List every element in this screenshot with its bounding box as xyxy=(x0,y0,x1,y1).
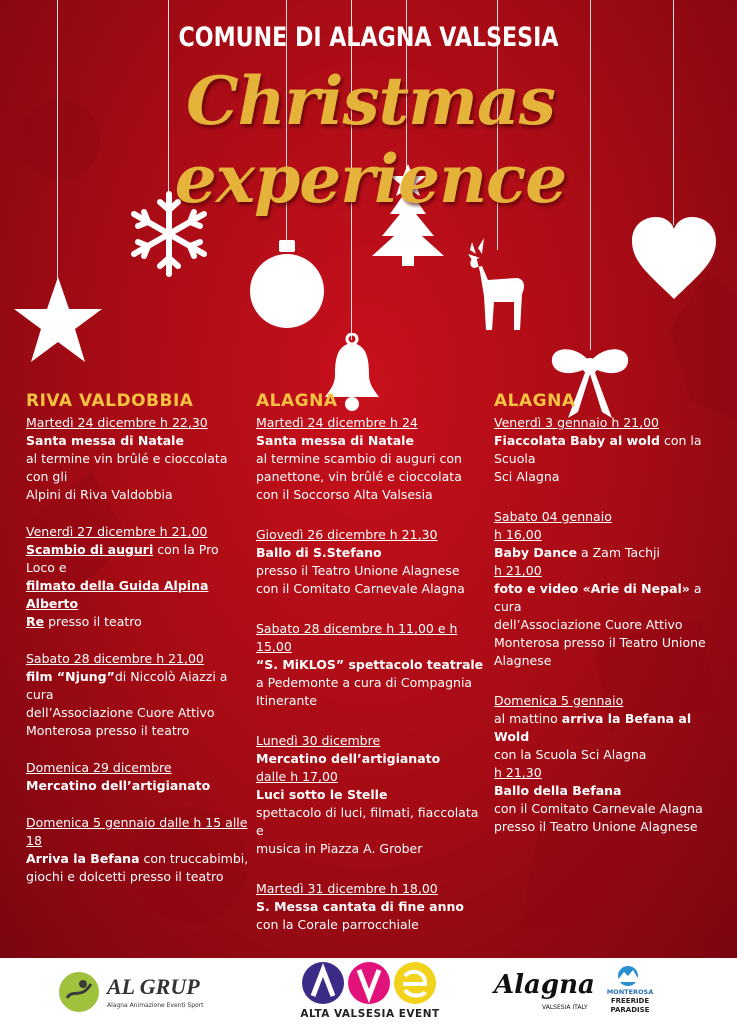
alagna-logo-sub: VALSESIA ITALY xyxy=(542,1004,588,1011)
event-text: Ballo della Befana xyxy=(494,783,622,798)
event-text-suffix: a cura xyxy=(494,581,702,614)
event-line xyxy=(494,634,724,652)
event-text: presso il Teatro Unione Alagnese xyxy=(256,563,460,578)
event-text: foto e video «Arie di Nepal» xyxy=(494,581,690,596)
event-line xyxy=(256,840,486,858)
event-text: panettone, vin brûlé e cioccolata xyxy=(256,469,462,484)
reindeer-ornament-icon xyxy=(458,236,530,332)
event-line xyxy=(494,710,724,746)
event-text: h 21,30 xyxy=(494,765,542,780)
event-line xyxy=(494,746,724,764)
event-text: Santa messa di Natale xyxy=(256,433,414,448)
event-text: Monterosa presso il Teatro Unione xyxy=(494,635,706,650)
event-text-suffix: a Zam Tachji xyxy=(577,545,660,560)
event-item xyxy=(256,732,486,858)
event-text: Santa messa di Natale xyxy=(26,433,184,448)
event-date: Martedì 31 dicembre h 18,00 xyxy=(256,881,438,896)
event-line xyxy=(256,786,486,804)
event-line xyxy=(256,804,486,840)
event-text-suffix: presso il teatro xyxy=(44,614,142,629)
algrup-tagline: Alagna Animazione Eventi Sport xyxy=(107,1002,204,1009)
event-line xyxy=(26,450,251,486)
event-line xyxy=(494,432,724,468)
algrup-name: AL GRUP xyxy=(107,974,200,999)
event-text-suffix: con la Scuola xyxy=(494,433,702,466)
event-text-suffix: con truccabimbi, xyxy=(139,851,249,866)
event-line xyxy=(256,432,486,450)
event-line xyxy=(26,722,251,740)
event-text: Baby Dance xyxy=(494,545,578,560)
alagna-logo-name: Alagna xyxy=(494,970,595,1000)
monterosa-sub: FREERIDE PARADISE xyxy=(610,997,650,1014)
event-line xyxy=(494,526,724,544)
event-line xyxy=(256,674,486,692)
event-text: Monterosa presso il teatro xyxy=(26,723,190,738)
event-line xyxy=(26,432,251,450)
event-item xyxy=(26,650,251,740)
event-text: Fiaccolata Baby al wold xyxy=(494,433,660,448)
event-line xyxy=(26,486,251,504)
event-text: Scambio di auguri xyxy=(26,542,154,557)
municipality-title: COMUNE DI ALAGNA VALSESIA xyxy=(178,22,559,53)
event-line xyxy=(256,450,486,468)
event-date: Domenica 5 gennaio xyxy=(494,693,624,708)
event-text: musica in Piazza A. Grober xyxy=(256,841,423,856)
event-line xyxy=(26,541,251,577)
event-date: Venerdì 3 gennaio h 21,00 xyxy=(494,415,660,430)
event-item xyxy=(494,692,724,836)
event-line xyxy=(26,613,251,631)
location-heading: ALAGNA xyxy=(256,391,338,411)
event-text: con la Corale parrocchiale xyxy=(256,917,419,932)
alagna-logo xyxy=(494,968,595,1018)
event-line xyxy=(494,782,724,800)
monterosa-mountain-icon xyxy=(608,964,648,986)
event-line xyxy=(256,768,486,786)
event-date: Lunedì 30 dicembre xyxy=(256,733,381,748)
column-riva-valdobbia xyxy=(26,392,251,905)
event-date: Domenica 29 dicembre xyxy=(26,760,172,775)
event-date: Martedì 24 dicembre h 24 xyxy=(256,415,418,430)
event-text: Sci Alagna xyxy=(494,469,560,484)
event-text: con il Comitato Carnevale Alagna xyxy=(494,801,703,816)
event-line xyxy=(26,868,251,886)
event-line xyxy=(256,580,486,598)
event-line xyxy=(494,562,724,580)
event-item xyxy=(26,523,251,631)
event-text: dalle h 17,00 xyxy=(256,769,338,784)
bauble-ornament-icon xyxy=(248,238,326,330)
algrup-emblem-icon xyxy=(57,970,101,1014)
event-text: Arriva la Befana xyxy=(26,851,140,866)
event-text: filmato della Guida Alpina Alberto xyxy=(26,578,209,611)
event-line xyxy=(494,468,724,486)
event-item xyxy=(494,508,724,670)
event-text: film “Njung” xyxy=(26,669,115,684)
algrup-logo xyxy=(57,966,217,1016)
event-item xyxy=(256,526,486,598)
event-line xyxy=(26,704,251,722)
event-text: con la Scuola Sci Alagna xyxy=(494,747,647,762)
column-alagna-1 xyxy=(256,392,486,956)
event-text: a Pedemonte a cura di Compagnia xyxy=(256,675,473,690)
event-text: Mercatino dell’artigianato xyxy=(256,751,441,766)
monterosa-name: MONTEROSA xyxy=(606,988,654,996)
ave-logo xyxy=(295,960,445,1022)
event-line xyxy=(256,486,486,504)
location-heading: ALAGNA xyxy=(494,391,576,411)
event-text: dell’Associazione Cuore Attivo xyxy=(494,617,683,632)
event-date: Venerdì 27 dicembre h 21,00 xyxy=(26,524,208,539)
location-heading: RIVA VALDOBBIA xyxy=(26,391,194,411)
event-text-suffix: di Niccolò Aiazzi a cura xyxy=(26,669,228,702)
event-line xyxy=(494,544,724,562)
event-item xyxy=(26,814,251,886)
event-item xyxy=(256,620,486,710)
event-date: Martedì 24 dicembre h 22,30 xyxy=(26,415,208,430)
event-line xyxy=(26,577,251,613)
event-text: Ballo di S.Stefano xyxy=(256,545,382,560)
event-line xyxy=(256,544,486,562)
event-item xyxy=(256,414,486,504)
heart-ornament-icon xyxy=(630,215,718,301)
event-date: Domenica 5 gennaio dalle h 15 alle 18 xyxy=(26,815,248,848)
event-line xyxy=(494,652,724,670)
event-text: Alpini di Riva Valdobbia xyxy=(26,487,173,502)
event-date: Sabato 28 dicembre h 11,00 e h 15,00 xyxy=(256,621,458,654)
event-line xyxy=(494,616,724,634)
footer-logos xyxy=(0,958,737,1024)
event-text: S. Messa cantata di fine anno xyxy=(256,899,465,914)
event-text: Re xyxy=(26,614,45,629)
event-text: Mercatino dell’artigianato xyxy=(26,778,211,793)
event-line xyxy=(494,818,724,836)
event-text: con il Soccorso Alta Valsesia xyxy=(256,487,433,502)
ave-emblem-icon xyxy=(299,960,441,1006)
event-line xyxy=(256,916,486,934)
event-line xyxy=(256,750,486,768)
event-text: “S. MiKLOS” spettacolo teatrale xyxy=(256,657,484,672)
event-text: con il Comitato Carnevale Alagna xyxy=(256,581,465,596)
event-line xyxy=(494,764,724,782)
event-text-suffix: con la Pro Loco e xyxy=(26,542,219,575)
event-text: dell’Associazione Cuore Attivo xyxy=(26,705,215,720)
event-line xyxy=(26,668,251,704)
event-date: Giovedì 26 dicembre h 21,30 xyxy=(256,527,438,542)
column-alagna-2 xyxy=(494,392,724,858)
event-text: al termine scambio di auguri con xyxy=(256,451,462,466)
event-text: Alagnese xyxy=(494,653,552,668)
event-text: presso il Teatro Unione Alagnese xyxy=(494,819,698,834)
event-line xyxy=(256,468,486,486)
event-text: al mattino xyxy=(494,711,562,726)
event-line xyxy=(256,898,486,916)
event-text: Luci sotto le Stelle xyxy=(256,787,388,802)
event-line xyxy=(26,777,251,795)
event-line xyxy=(256,562,486,580)
event-date: Sabato 04 gennaio xyxy=(494,509,612,524)
event-item xyxy=(26,759,251,795)
event-text-suffix: arriva la Befana al Wold xyxy=(494,711,692,744)
event-text: giochi e dolcetti presso il teatro xyxy=(26,869,224,884)
event-item xyxy=(26,414,251,504)
event-text: Itinerante xyxy=(256,693,317,708)
event-text: h 16,00 xyxy=(494,527,542,542)
event-line xyxy=(494,580,724,616)
event-text: spettacolo di luci, filmati, fiaccolata e xyxy=(256,805,479,838)
event-line xyxy=(494,800,724,818)
star-ornament-icon xyxy=(13,275,103,365)
event-line xyxy=(256,656,486,674)
event-item xyxy=(494,414,724,486)
event-text: al termine vin brûlé e cioccolata con gli xyxy=(26,451,228,484)
christmas-experience-title: Christmas experience xyxy=(174,62,567,218)
monterosa-logo xyxy=(600,964,660,1020)
event-line xyxy=(256,692,486,710)
event-line xyxy=(26,850,251,868)
event-text: h 21,00 xyxy=(494,563,542,578)
ave-caption: ALTA VALSESIA EVENT xyxy=(300,1008,440,1020)
event-date: Sabato 28 dicembre h 21,00 xyxy=(26,651,204,666)
event-item xyxy=(256,880,486,934)
